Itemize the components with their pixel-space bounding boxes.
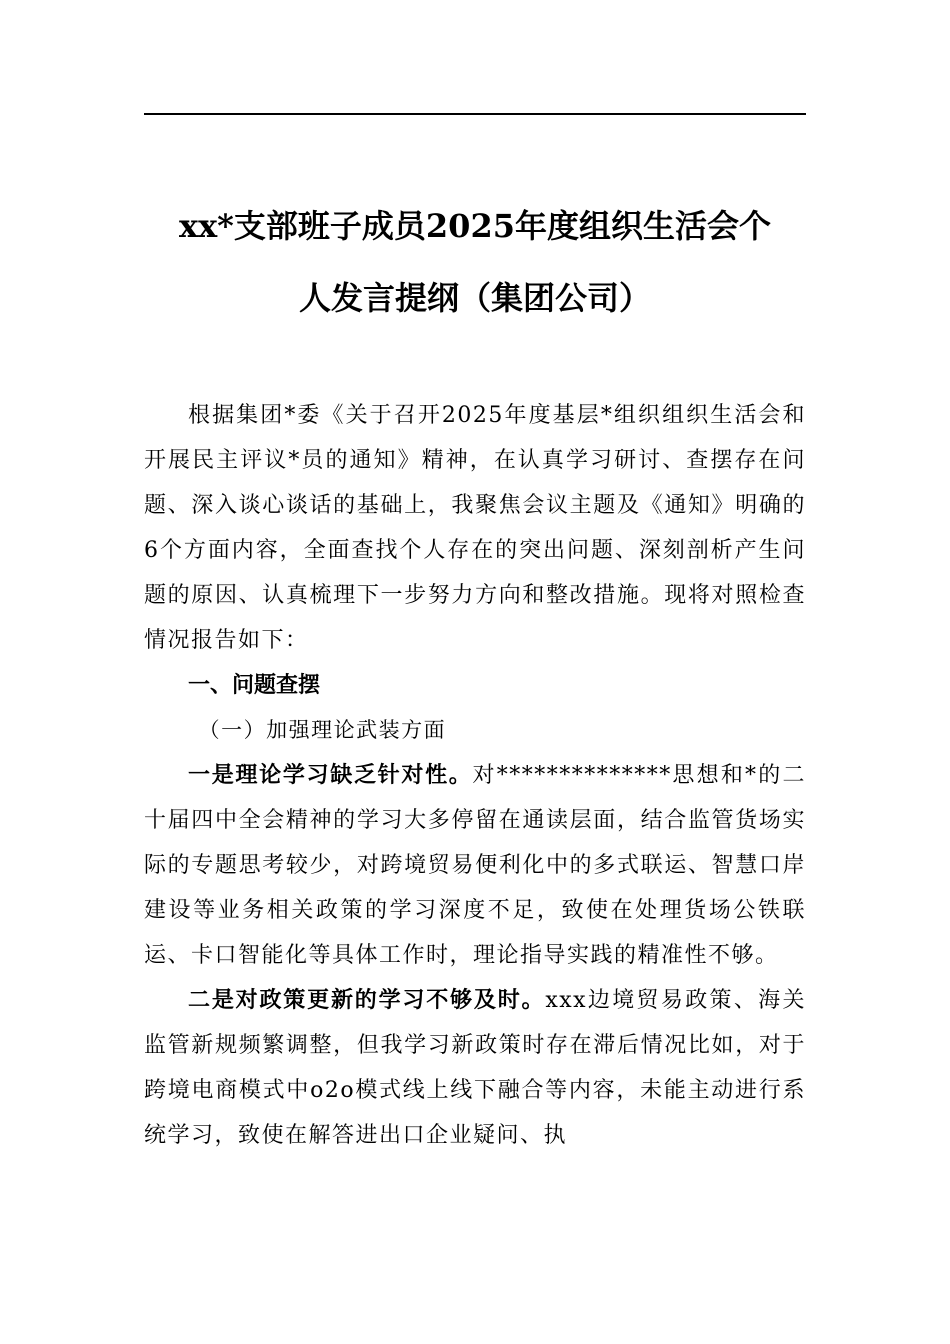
title-line-1: xx*支部班子成员2025年度组织生活会个: [179, 207, 771, 245]
title-line-2: 人发言提纲（集团公司）: [298, 279, 651, 317]
point-2-paragraph: [144, 978, 806, 1158]
intro-paragraph: 根据集团*委《关于召开2025年度基层*组织组织生活会和开展民主评议*员的通知》精神，在认真学习研讨、查摆存在问题、深入谈心谈话的基础上，我聚焦会议主题及《通知》明确的6个方面内容，全面查找个人存在的突出问题、深刻剖析产生问题的原因、认真梳理下一步努力方向和整改措施。现将对照检查情况报告如下：: [144, 403, 806, 653]
header-rule: [144, 113, 806, 115]
section-heading-problems: 一、问题查摆: [188, 673, 321, 698]
document-body: [144, 393, 806, 1158]
subsection-heading-theory: （一）加强理论武装方面: [198, 718, 447, 742]
document-title: [144, 190, 806, 334]
point-1-text: 对**************思想和*的二十届四中全会精神的学习大多停留在通读层面，结合监管货场实际的专题思考较少，对跨境贸易便利化中的多式联运、智慧口岸建设等业务相关政策的学习深度不足，致使在处理货场公铁联运、卡口智能化等具体工作时，理论指导实践的精准性不够。: [144, 763, 806, 968]
point-1-paragraph: [144, 753, 806, 978]
point-1-lead: 一是理论学习缺乏针对性。: [188, 763, 473, 788]
point-2-text: xxx边境贸易政策、海关监管新规频繁调整，但我学习新政策时存在滞后情况比如，对于跨境电商模式中o2o模式线上线下融合等内容，未能主动进行系统学习，致使在解答进出口企业疑问、执: [144, 988, 806, 1148]
point-2-lead: 二是对政策更新的学习不够及时。: [188, 988, 546, 1013]
